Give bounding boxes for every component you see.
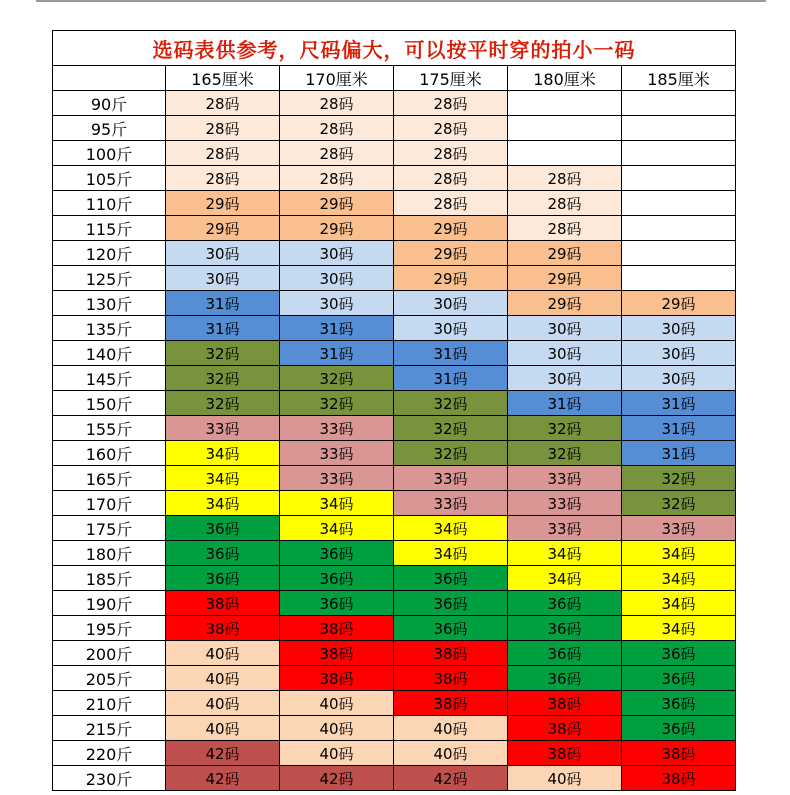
size-cell-185 (622, 116, 736, 141)
weight-label: 185斤 (53, 566, 166, 591)
size-cell-185: 38码 (622, 741, 736, 766)
size-cell-170: 38码 (280, 641, 394, 666)
weight-label: 95斤 (53, 116, 166, 141)
weight-label: 160斤 (53, 441, 166, 466)
header-height-165: 165厘米 (166, 66, 280, 91)
weight-label: 90斤 (53, 91, 166, 116)
size-cell-165: 36码 (166, 566, 280, 591)
size-cell-185: 32码 (622, 491, 736, 516)
table-row (53, 91, 736, 116)
size-cell-185: 34码 (622, 541, 736, 566)
size-cell-170: 40码 (280, 691, 394, 716)
size-cell-180: 38码 (508, 691, 622, 716)
size-cell-165: 28码 (166, 166, 280, 191)
size-cell-180: 33码 (508, 466, 622, 491)
weight-label: 180斤 (53, 541, 166, 566)
size-cell-165: 30码 (166, 266, 280, 291)
size-cell-170: 30码 (280, 291, 394, 316)
size-cell-175: 40码 (394, 741, 508, 766)
size-cell-185: 34码 (622, 591, 736, 616)
table-row (53, 416, 736, 441)
table-row (53, 316, 736, 341)
size-cell-165: 31码 (166, 291, 280, 316)
weight-label: 230斤 (53, 766, 166, 791)
size-cell-180: 33码 (508, 516, 622, 541)
size-cell-180: 40码 (508, 766, 622, 791)
weight-label: 215斤 (53, 716, 166, 741)
size-cell-175: 30码 (394, 316, 508, 341)
table-row (53, 766, 736, 791)
size-cell-165: 40码 (166, 691, 280, 716)
table-row (53, 391, 736, 416)
size-cell-185: 31码 (622, 391, 736, 416)
size-cell-175: 38码 (394, 691, 508, 716)
size-cell-185: 33码 (622, 516, 736, 541)
weight-label: 105斤 (53, 166, 166, 191)
size-cell-165: 40码 (166, 641, 280, 666)
header-height-170: 170厘米 (280, 66, 394, 91)
weight-label: 115斤 (53, 216, 166, 241)
header-height-185: 185厘米 (622, 66, 736, 91)
size-cell-180: 32码 (508, 441, 622, 466)
size-cell-165: 34码 (166, 441, 280, 466)
table-row (53, 741, 736, 766)
size-cell-185 (622, 216, 736, 241)
table-row (53, 641, 736, 666)
weight-label: 200斤 (53, 641, 166, 666)
size-cell-175: 42码 (394, 766, 508, 791)
size-cell-170: 33码 (280, 416, 394, 441)
size-cell-175: 29码 (394, 216, 508, 241)
size-cell-180: 38码 (508, 716, 622, 741)
table-row (53, 716, 736, 741)
title-row (53, 31, 736, 66)
table-row (53, 266, 736, 291)
size-cell-180: 36码 (508, 666, 622, 691)
size-cell-165: 38码 (166, 591, 280, 616)
size-cell-180 (508, 91, 622, 116)
size-cell-170: 36码 (280, 591, 394, 616)
table-row (53, 341, 736, 366)
size-cell-185: 29码 (622, 291, 736, 316)
size-cell-180: 30码 (508, 316, 622, 341)
size-cell-170: 40码 (280, 741, 394, 766)
size-cell-170: 30码 (280, 266, 394, 291)
size-cell-180: 36码 (508, 591, 622, 616)
size-cell-185: 34码 (622, 616, 736, 641)
size-cell-165: 32码 (166, 391, 280, 416)
size-cell-175: 28码 (394, 116, 508, 141)
size-cell-185: 36码 (622, 691, 736, 716)
size-cell-175: 36码 (394, 591, 508, 616)
weight-label: 110斤 (53, 191, 166, 216)
weight-label: 210斤 (53, 691, 166, 716)
table-row (53, 291, 736, 316)
weight-label: 165斤 (53, 466, 166, 491)
table-row (53, 691, 736, 716)
size-cell-175: 29码 (394, 241, 508, 266)
size-cell-170: 38码 (280, 616, 394, 641)
size-cell-185: 36码 (622, 641, 736, 666)
size-cell-175: 28码 (394, 166, 508, 191)
weight-label: 175斤 (53, 516, 166, 541)
weight-label: 100斤 (53, 141, 166, 166)
header-height-180: 180厘米 (508, 66, 622, 91)
size-cell-175: 32码 (394, 391, 508, 416)
size-cell-185 (622, 191, 736, 216)
size-cell-165: 34码 (166, 466, 280, 491)
size-cell-165: 28码 (166, 116, 280, 141)
weight-label: 135斤 (53, 316, 166, 341)
size-cell-180: 29码 (508, 241, 622, 266)
weight-label: 205斤 (53, 666, 166, 691)
size-cell-165: 32码 (166, 366, 280, 391)
size-cell-170: 33码 (280, 441, 394, 466)
table-row (53, 191, 736, 216)
size-cell-165: 29码 (166, 191, 280, 216)
size-cell-185: 30码 (622, 341, 736, 366)
size-cell-170: 28码 (280, 141, 394, 166)
size-cell-175: 29码 (394, 266, 508, 291)
size-cell-175: 38码 (394, 666, 508, 691)
size-cell-185: 31码 (622, 441, 736, 466)
size-cell-175: 34码 (394, 541, 508, 566)
size-cell-165: 36码 (166, 541, 280, 566)
top-divider (36, 0, 766, 2)
table-row (53, 141, 736, 166)
size-cell-170: 32码 (280, 366, 394, 391)
size-cell-165: 40码 (166, 716, 280, 741)
size-cell-165: 31码 (166, 316, 280, 341)
size-cell-180: 36码 (508, 616, 622, 641)
size-cell-175: 32码 (394, 441, 508, 466)
size-cell-185 (622, 241, 736, 266)
size-cell-170: 34码 (280, 516, 394, 541)
table-row (53, 516, 736, 541)
chart-title: 选码表供参考，尺码偏大，可以按平时穿的拍小一码 (53, 31, 736, 66)
size-cell-170: 32码 (280, 391, 394, 416)
size-cell-165: 33码 (166, 416, 280, 441)
weight-label: 120斤 (53, 241, 166, 266)
size-cell-165: 40码 (166, 666, 280, 691)
weight-label: 145斤 (53, 366, 166, 391)
size-cell-180: 28码 (508, 216, 622, 241)
size-cell-170: 30码 (280, 241, 394, 266)
corner-cell (53, 66, 166, 91)
size-cell-180: 31码 (508, 391, 622, 416)
table-row (53, 366, 736, 391)
size-cell-180: 29码 (508, 266, 622, 291)
size-cell-175: 31码 (394, 366, 508, 391)
size-cell-180: 34码 (508, 541, 622, 566)
size-cell-185: 36码 (622, 716, 736, 741)
size-cell-170: 29码 (280, 191, 394, 216)
size-cell-175: 40码 (394, 716, 508, 741)
table-row (53, 491, 736, 516)
size-cell-185 (622, 266, 736, 291)
weight-label: 170斤 (53, 491, 166, 516)
size-cell-175: 28码 (394, 191, 508, 216)
size-cell-185 (622, 166, 736, 191)
weight-label: 150斤 (53, 391, 166, 416)
size-cell-175: 30码 (394, 291, 508, 316)
table-row (53, 591, 736, 616)
size-cell-180: 30码 (508, 366, 622, 391)
size-cell-180: 38码 (508, 741, 622, 766)
size-cell-170: 42码 (280, 766, 394, 791)
size-cell-170: 28码 (280, 91, 394, 116)
size-cell-180: 28码 (508, 166, 622, 191)
size-cell-170: 31码 (280, 316, 394, 341)
size-cell-185: 32码 (622, 466, 736, 491)
weight-label: 190斤 (53, 591, 166, 616)
size-cell-175: 34码 (394, 516, 508, 541)
size-cell-165: 34码 (166, 491, 280, 516)
size-cell-180: 32码 (508, 416, 622, 441)
size-cell-165: 28码 (166, 91, 280, 116)
size-cell-180: 30码 (508, 341, 622, 366)
size-cell-185: 31码 (622, 416, 736, 441)
table-row (53, 216, 736, 241)
size-cell-185: 30码 (622, 316, 736, 341)
size-cell-170: 28码 (280, 166, 394, 191)
size-cell-165: 29码 (166, 216, 280, 241)
size-cell-175: 33码 (394, 466, 508, 491)
table-row (53, 566, 736, 591)
size-cell-165: 28码 (166, 141, 280, 166)
weight-label: 155斤 (53, 416, 166, 441)
size-cell-170: 33码 (280, 466, 394, 491)
size-cell-165: 36码 (166, 516, 280, 541)
size-cell-175: 31码 (394, 341, 508, 366)
size-cell-165: 38码 (166, 616, 280, 641)
size-cell-175: 33码 (394, 491, 508, 516)
size-cell-165: 32码 (166, 341, 280, 366)
weight-label: 140斤 (53, 341, 166, 366)
header-height-175: 175厘米 (394, 66, 508, 91)
size-cell-185: 36码 (622, 666, 736, 691)
table-row (53, 241, 736, 266)
size-cell-185: 38码 (622, 766, 736, 791)
size-cell-170: 40码 (280, 716, 394, 741)
size-cell-170: 36码 (280, 566, 394, 591)
size-cell-170: 36码 (280, 541, 394, 566)
size-cell-175: 36码 (394, 616, 508, 641)
header-row (53, 66, 736, 91)
size-cell-185: 34码 (622, 566, 736, 591)
size-cell-180: 29码 (508, 291, 622, 316)
size-cell-175: 28码 (394, 141, 508, 166)
size-cell-175: 36码 (394, 566, 508, 591)
size-cell-170: 34码 (280, 491, 394, 516)
size-cell-185 (622, 141, 736, 166)
size-cell-180 (508, 116, 622, 141)
size-cell-175: 28码 (394, 91, 508, 116)
size-cell-180: 33码 (508, 491, 622, 516)
size-cell-185: 30码 (622, 366, 736, 391)
table-row (53, 616, 736, 641)
size-cell-180 (508, 141, 622, 166)
table-row (53, 441, 736, 466)
size-cell-170: 29码 (280, 216, 394, 241)
size-cell-175: 32码 (394, 416, 508, 441)
weight-label: 220斤 (53, 741, 166, 766)
size-chart-table (52, 30, 736, 791)
size-cell-165: 42码 (166, 741, 280, 766)
table-row (53, 541, 736, 566)
table-row (53, 166, 736, 191)
weight-label: 125斤 (53, 266, 166, 291)
size-cell-175: 38码 (394, 641, 508, 666)
table-row (53, 466, 736, 491)
size-cell-170: 28码 (280, 116, 394, 141)
weight-label: 195斤 (53, 616, 166, 641)
size-cell-180: 36码 (508, 641, 622, 666)
table-row (53, 666, 736, 691)
size-cell-180: 28码 (508, 191, 622, 216)
size-cell-170: 38码 (280, 666, 394, 691)
table-row (53, 116, 736, 141)
size-cell-165: 30码 (166, 241, 280, 266)
size-cell-185 (622, 91, 736, 116)
weight-label: 130斤 (53, 291, 166, 316)
size-cell-165: 42码 (166, 766, 280, 791)
size-cell-180: 34码 (508, 566, 622, 591)
size-cell-170: 31码 (280, 341, 394, 366)
